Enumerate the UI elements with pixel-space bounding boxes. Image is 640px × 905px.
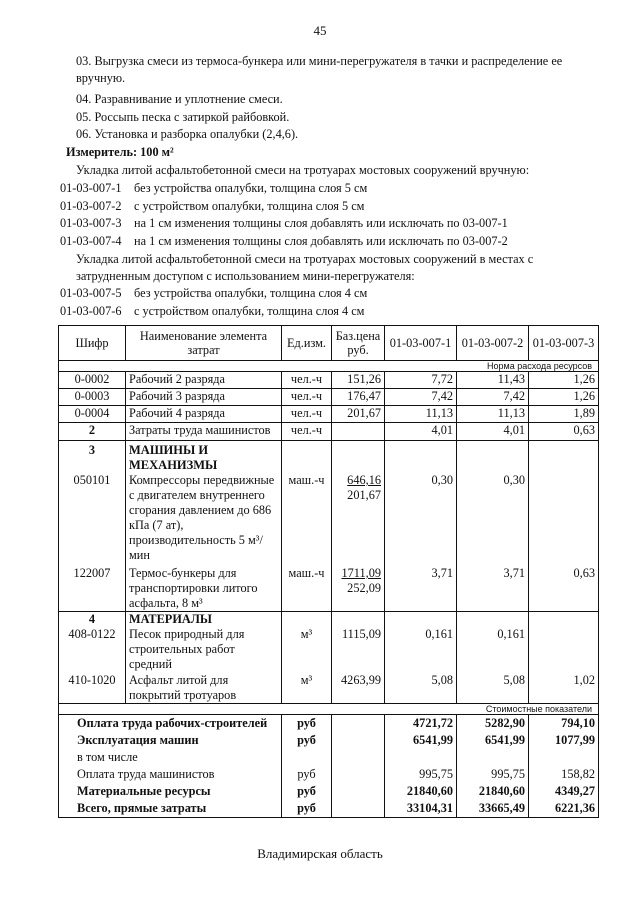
- cell-code: 2: [59, 423, 126, 441]
- operation-03: 03. Выгрузка смеси из термоса-бункера или мини-перегружателя в тачки и распределение ее вручную.: [76, 54, 563, 85]
- summary-label: Всего, прямые затраты: [77, 801, 207, 815]
- table-row-machinist: [59, 423, 599, 441]
- cell-price: 201,67: [332, 406, 385, 423]
- machine-price-top: 1711,09: [341, 566, 381, 580]
- code-line: [60, 234, 508, 249]
- cell-v2: [457, 612, 529, 704]
- summary-unit: руб: [297, 767, 316, 781]
- cell-v1: [385, 441, 457, 612]
- region-footer: Владимирская область: [257, 846, 383, 861]
- code-description: без устройства опалубки, толщина слоя 5 см: [134, 181, 368, 195]
- machine-v1: 3,71: [431, 566, 453, 580]
- summary-label: Эксплуатация машин: [77, 733, 199, 747]
- header-code: Шифр: [59, 326, 126, 361]
- code-description: на 1 см изменения толщины слоя добавлять или исключать по 03-007-2: [134, 234, 508, 248]
- material-v1: 0,161: [425, 627, 453, 641]
- cell-v1: 11,13: [385, 406, 457, 423]
- summary-value: 6221,36: [555, 801, 595, 815]
- cell-v2: 7,42: [457, 389, 529, 406]
- materials-section: [59, 612, 599, 704]
- cell-price: [332, 612, 385, 704]
- table-row: [59, 372, 599, 389]
- section-number: 3: [88, 443, 96, 457]
- cell-price: 176,47: [332, 389, 385, 406]
- material-unit: м³: [300, 673, 313, 687]
- cell-price: [332, 423, 385, 441]
- summary-v2: [457, 715, 529, 818]
- cell-name: [126, 612, 282, 704]
- cell-v2: 4,01: [457, 423, 529, 441]
- header-col-2: 01-03-007-2: [457, 326, 529, 361]
- norm-subheader: [59, 361, 599, 372]
- summary-value: 6541,99: [485, 733, 525, 747]
- section-number: 4: [88, 612, 96, 626]
- measure-unit: Измеритель: 100 м²: [66, 145, 174, 159]
- intro-mini-loader: Укладка литой асфальтобетонной смеси на тротуарах мостовых сооружений в местах с затрудненным доступом с использованием мини-перегружателя:: [76, 252, 534, 283]
- summary-units: [282, 715, 332, 818]
- material-v3: [532, 627, 595, 673]
- material-price: 4263,99: [341, 673, 381, 687]
- cell-price: [332, 441, 385, 612]
- cell-code: 0-0003: [59, 389, 126, 406]
- summary-value: 21840,60: [478, 784, 525, 798]
- cell-code: 0-0002: [59, 372, 126, 389]
- material-v3: 1,02: [573, 673, 595, 687]
- material-v1: 5,08: [431, 673, 453, 687]
- material-price: 1115,09: [341, 627, 381, 641]
- summary-value: 1077,99: [555, 733, 595, 747]
- code-description: на 1 см изменения толщины слоя добавлять или исключать по 03-007-1: [134, 216, 508, 230]
- machine-unit: маш.-ч: [288, 566, 325, 580]
- section-title: МАШИНЫ И МЕХАНИЗМЫ: [129, 443, 218, 472]
- material-v2: 5,08: [503, 673, 525, 687]
- machine-v3: 0,63: [573, 566, 595, 580]
- page-number: 45: [313, 23, 327, 38]
- summary-label: Оплата труда машинистов: [77, 767, 215, 781]
- code-number: 01-03-007-3: [60, 216, 122, 230]
- cell-unit: чел.-ч: [282, 423, 332, 441]
- summary-value: 21840,60: [406, 784, 453, 798]
- summary-unit: руб: [297, 784, 316, 798]
- machine-v3: [532, 473, 595, 566]
- code-number: 01-03-007-6: [60, 304, 122, 318]
- summary-value: 995,75: [491, 767, 525, 781]
- material-code: 408-0122: [68, 627, 116, 641]
- cell-v1: 7,72: [385, 372, 457, 389]
- summary-price: [332, 715, 385, 818]
- code-description: с устройством опалубки, толщина слоя 5 см: [134, 199, 365, 213]
- norm-label: Норма расхода ресурсов: [59, 361, 599, 372]
- machine-name-text: Компрессоры передвижные с двигателем внутреннего сгорания давлением до 686 кПа (7 ат), производительность 5 м³/мин: [129, 473, 275, 562]
- material-v2: 0,161: [497, 627, 525, 641]
- summary-value: 794,10: [561, 716, 595, 730]
- cell-v1: 7,42: [385, 389, 457, 406]
- material-name: Асфальт литой для покрытий тротуаров: [129, 673, 237, 702]
- material-code: 410-1020: [68, 673, 116, 687]
- resource-table: [58, 325, 599, 818]
- summary-label: Оплата труда рабочих-строителей: [77, 716, 268, 730]
- cell-unit: [282, 612, 332, 704]
- summary-value: 6541,99: [413, 733, 453, 747]
- summary-unit: руб: [297, 716, 316, 730]
- cell-v2: [457, 441, 529, 612]
- machine-name-text: Термос-бункеры для транспортировки литого асфальта, 8 м³: [129, 566, 258, 610]
- machine-price-bottom: 201,67: [347, 488, 381, 502]
- code-line: [60, 181, 367, 196]
- machine-v2: 3,71: [503, 566, 525, 580]
- cell-name: Рабочий 2 разряда: [126, 372, 282, 389]
- code-line: [60, 304, 364, 319]
- cost-subheader: [59, 704, 599, 715]
- code-line: [60, 216, 508, 231]
- header-unit: Ед.изм.: [282, 326, 332, 361]
- summary-label: в том числе: [77, 750, 138, 764]
- summary-value: 995,75: [419, 767, 453, 781]
- cell-v3: [529, 612, 599, 704]
- header-name: Наименование элемента затрат: [126, 326, 282, 361]
- operation-04: 04. Разравнивание и уплотнение смеси.: [76, 92, 283, 106]
- header-price: Баз.цена руб.: [332, 326, 385, 361]
- operation-06: 06. Установка и разборка опалубки (2,4,6).: [76, 127, 299, 141]
- operation-05: 05. Россыпь песка с затиркой райбовкой.: [76, 110, 290, 124]
- section-title: МАТЕРИАЛЫ: [129, 612, 213, 626]
- summary-unit: руб: [297, 733, 316, 747]
- machine-price-bottom: 252,09: [347, 581, 381, 595]
- cell-v3: 1,26: [529, 372, 599, 389]
- cell-name: [126, 441, 282, 612]
- cell-unit: чел.-ч: [282, 389, 332, 406]
- cell-unit: чел.-ч: [282, 406, 332, 423]
- material-unit: м³: [300, 627, 313, 641]
- summary-unit: [285, 749, 328, 766]
- summary-label: Материальные ресурсы: [77, 784, 211, 798]
- table-header-row: [59, 326, 599, 361]
- summary-value: 4349,27: [555, 784, 595, 798]
- cell-name: Затраты труда машинистов: [126, 423, 282, 441]
- code-number: 01-03-007-4: [60, 234, 122, 248]
- material-name: Песок природный для строительных работ средний: [129, 627, 245, 671]
- summary-v3: [529, 715, 599, 818]
- cell-unit: [282, 441, 332, 612]
- cell-name: Рабочий 3 разряда: [126, 389, 282, 406]
- machines-section: [59, 441, 599, 612]
- cell-code: [59, 441, 126, 612]
- cell-code: [59, 612, 126, 704]
- code-line: [60, 199, 364, 214]
- cell-v2: 11,13: [457, 406, 529, 423]
- summary-labels: [59, 715, 282, 818]
- machine-v1: 0,30: [431, 473, 453, 487]
- cell-v3: 0,63: [529, 423, 599, 441]
- code-number: 01-03-007-2: [60, 199, 122, 213]
- code-number: 01-03-007-5: [60, 286, 122, 300]
- machine-code: 050101: [73, 473, 111, 487]
- summary-value: [460, 749, 525, 766]
- summary-value: [532, 749, 595, 766]
- table-row: [59, 389, 599, 406]
- cell-v2: 11,43: [457, 372, 529, 389]
- machine-code: 122007: [73, 566, 111, 580]
- code-description: без устройства опалубки, толщина слоя 4 см: [134, 286, 368, 300]
- cell-v3: 1,89: [529, 406, 599, 423]
- summary-value: 5282,90: [485, 716, 525, 730]
- summary-value: 4721,72: [413, 716, 453, 730]
- code-description: с устройством опалубки, толщина слоя 4 см: [134, 304, 365, 318]
- code-number: 01-03-007-1: [60, 181, 122, 195]
- header-col-3: 01-03-007-3: [529, 326, 599, 361]
- summary-value: 33665,49: [478, 801, 525, 815]
- summary-value: [388, 749, 453, 766]
- summary-section: [59, 715, 599, 818]
- code-line: [60, 286, 367, 301]
- summary-unit: руб: [297, 801, 316, 815]
- cell-code: 0-0004: [59, 406, 126, 423]
- cell-name: Рабочий 4 разряда: [126, 406, 282, 423]
- machine-unit: маш.-ч: [288, 473, 325, 487]
- machine-v2: 0,30: [503, 473, 525, 487]
- summary-value: 33104,31: [406, 801, 453, 815]
- summary-v1: [385, 715, 457, 818]
- intro-manual: Укладка литой асфальтобетонной смеси на тротуарах мостовых сооружений вручную:: [76, 163, 530, 177]
- machine-name: [129, 473, 278, 566]
- machine-name: [129, 566, 278, 611]
- header-col-1: 01-03-007-1: [385, 326, 457, 361]
- cost-label: Стоимостные показатели: [59, 704, 599, 715]
- table-row: [59, 406, 599, 423]
- cell-price: 151,26: [332, 372, 385, 389]
- cell-v1: 4,01: [385, 423, 457, 441]
- machine-price-top: 646,16: [347, 473, 381, 487]
- cell-unit: чел.-ч: [282, 372, 332, 389]
- cell-v3: 1,26: [529, 389, 599, 406]
- cell-v3: [529, 441, 599, 612]
- cell-v1: [385, 612, 457, 704]
- summary-value: 158,82: [561, 767, 595, 781]
